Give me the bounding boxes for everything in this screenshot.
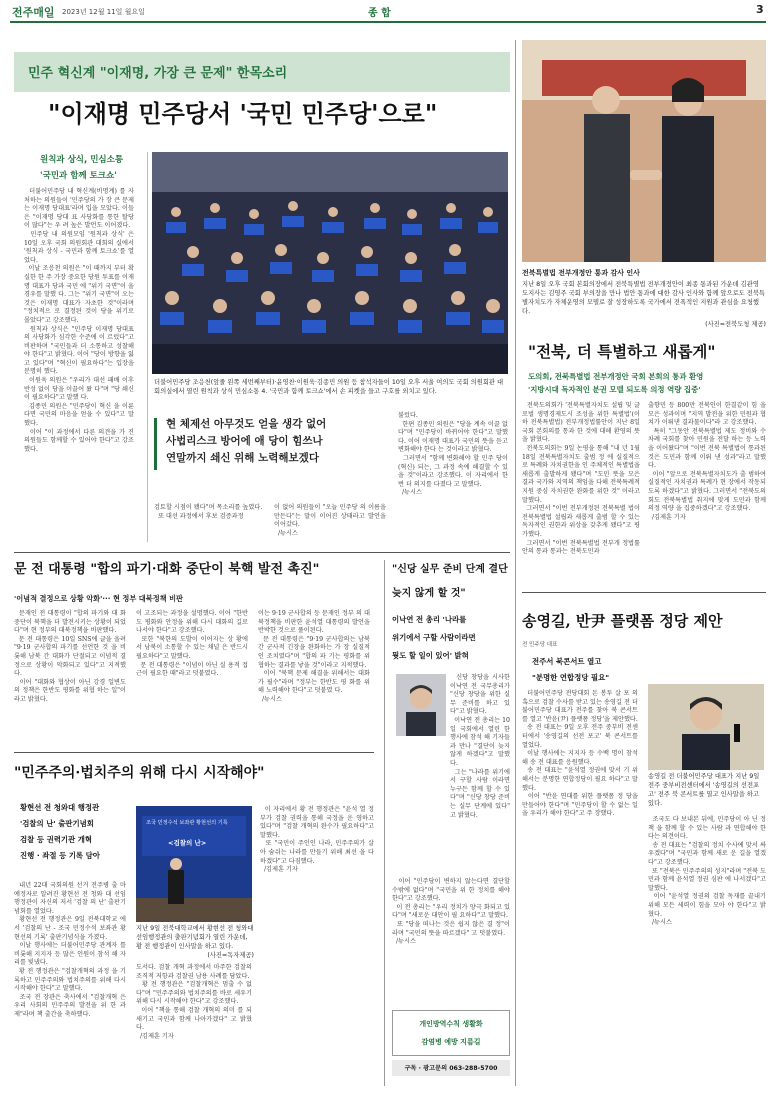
paper-name: 전주매일 <box>12 6 55 19</box>
story-jeonbuk <box>522 40 766 580</box>
main-sub2: '국민과 함께 토크쇼' <box>40 171 117 181</box>
story-moon <box>14 558 374 746</box>
lee-headline: "신당 실무 준비 단계 결단 늦지 않게 할 것" <box>392 564 508 599</box>
moon-headline: 문 전 대통령 "합의 파기·대화 중단이 북핵 발전 촉진" <box>14 562 320 577</box>
pull-quote <box>154 412 384 492</box>
main-body-col1: 더불어민주당 내 혁신계(비명계) 를 자처하는 의원들이 '민주당의 가 장 큰 문제는 이재명 당대표'라며 입을 모았다. 이들은 "이재명 당대 표 사당화를 통한 탈당이 많다"는 우 려 높은 발언도 이어졌다. 민주당 내 의원모임 '원칙과 상식' 은 10일 오후 국회 의원회관 대회의 실에서 '원칙과 상식 - 국민과 함께 토크쇼'를 열었다. 이날 조응천 의원은 "이 때까지 부터 확실한 한 주 가장 중요한 당원 투표를 이재명 대표가 당과 국민 에 "위기 국면"이 올 경우를 말했 다. 그는 "위기 국면"이 오는 것은 이재명 대표가 자초한 것"이라며 "정치적으 로 결정된 것이 당을 위기로 몰았다"고 강조했다. 원칙과 상식은 "민주당 이재명 당대표의 사당화가 심각한 수준에 이 르렀다"고 비판하며 "국민들과 더 소통하고 성찰해야 한다"고 밝혔다. 이어 "당이 방향을 잃고 있다"며 "혁신이 필요하다"는 입장을 분명히 했다. 이원욱 의원은 "우리가 대선 패배 이후 반성 없이 당을 이끌어 왔 다"며 "당 쇄신이 필요하다"고 말했 다. 김종민 의원은 "민주당이 혁신 을 이룬다면 국민의 마음을 얻을 수 있다"고 말했다. 이어 "이 과정에서 다른 의견을 가 진 의원들도 함께할 수 있어야 한다"고 강조했다. <box>24 188 135 453</box>
hwang-body-col3: 이 자리에서 황 전 행정관은 "윤석 열 정부가 검찰 권력을 통해 국정을 운 영하고 있다"며 "검찰 개혁의 완수가 필요하다"고 말했다. 또 "국민이 주인인 나라, 민주주의가 살아 숨쉬는 나라를 만들기 위해 최선 을 다하겠다"고 다짐했다. /김제훈 기자 <box>260 806 374 874</box>
main-body-col4: 불렀다. 한편 김종민 의원은 "당을 계속 이끌 없다"며 "민주당이 바뀌어야 한다"고 말했다. 이어 이재명 대표가 국민의 뜻을 듣고 변화해야 한다 는 것이라고 밝혔다. 그러면서 "함께 변화해야 할 민주 당이 (혁신) 되는, 그 과정 속에 해결할 수 있을 것"이라고 강조했다. 이 자리에서 한 번 더 의지를 다졌다 고 말했다. /뉴시스 <box>398 412 508 497</box>
hwang-sub2: '검찰의 난' 출판기념회 <box>20 819 94 828</box>
health-ad-line1: 개인방역수칙 생활화 <box>419 1020 483 1028</box>
subscription-text: 구독 · 광고문의 063-288-5700 <box>404 1065 498 1072</box>
lee-body-col1: 신당 창당을 시사한 이낙연 전 국무총리가 "신당 창당을 위한 실무 준비를 하고 있다"고 밝혔다. 이낙연 전 총리는 10일 국회에서 열린 한 행사에 참석 해 기자들과 만나 "결단이 늦지 않게 하겠다"고 말했다. 그는 "나라를 위기에서 구할 사람 이라면 누구든 함께 할 수 있다"며 "신당 창당 준비는 실무 단계에 있다" 고 밝혔다. <box>450 674 510 819</box>
jeonbuk-caption-left: 전북특별법 전부개정안 통과 감사 인사 <box>522 269 640 277</box>
song-body-col1: 더불어민주당 전당대회 돈 봉투 살 포 의혹으로 검찰 수사를 받고 있는 송영길 전 더불어민주당 대표가 전주를 찾아 북 콘서트를 열고 '반윤(尹) 플랫폼 정당'을 제안했다. 송 전 대표는 9일 오후 전주 중부비 전센터에서 '송영길의 선전 포고' 북 콘서트를 열었다. 이날 행사에는 지지자 등 수백 명이 참석해 송 전 대표를 응원했다. 송 전 대표는 "윤석열 정권에 맞서 기 위해서는 분명한 연합정당이 필요 하다"고 말했다. 이어 "반윤 연대를 위한 플랫폼 정 당을 만들어야 한다"며 "민주당이 할 수 없는 일을 우리가 해야 한다"고 주 장했다. <box>522 690 638 818</box>
jeonbuk-sub1: 도의회, 전북특별법 전부개정안 국회 본회의 통과 환영 <box>528 372 704 381</box>
jeonbuk-body-col1: 전북도의회가 '전북특별자치도 설립 및 글로벌 생명경제도시 조성을 위한 특별법'(이하 전북특별법) 전부개정법률안이 지난 8일 국회 본회의를 통과 한 것에 대해 환영의 뜻을 밝혔다. 전북도의회는 9일 논평을 통해 "내 년 1월 18일 전북특별자치도 출범 정 에 실질적으로 특례와 자치권한을 인 주체적인 특별법을 새롭게 출발하게 됐다"며 "도민 뜻을 모은 결과 국가와 지역의 책임을 다해 전북특례적 지원 중심 자치권한 완화를 위한 것" 이라고 말했다. 그러면서 "이번 전부개정된 전북특별 법이 전북특별법 설립과 새롭게 출범 할 수 있는 독자적인 권한과 위상을 갖추게 됐다"고 평가했다. 그러면서 "이번 전북특별법 전부개 정법률안의 통과 통과는 전북도민과 <box>522 402 641 556</box>
moon-body-col1: 문재인 전 대통령이 "합의 파기와 대 화 중단이 북핵을 더 발전시키는 상황이 되었다"며 현 정부의 대북정책을 비판했다. 문 전 대통령은 10일 SNS에 글을 올려 "9·19 군사합의 파기를 선언한 것 을 비롯해 남북 간 대화가 단절되고 이념적 결정으로 상황이 악화되고 있다"고 지적했다. 이어 "대화와 협상이 아닌 강경 일변도의 정책은 한반도 평화를 위협 하는 일"이라고 밝혔다. <box>14 610 127 703</box>
subscription-box <box>392 1060 510 1076</box>
hwang-sub3: 검찰 등 권력기관 개혁 <box>20 835 92 844</box>
song-portrait <box>648 684 764 770</box>
banner <box>14 52 510 92</box>
jeonbuk-caption-right: 지난 8일 오후 국회 본회의장에서 전북특별법 전부개정안이 최종 통과된 가운데 김관영 도지사는 김영주 국회 부의장을 만나 법안 통과에 대한 감사 인사와 함께 앞으로도 전북특별자치도가 자체운영의 모델로 잘 성장하도록 국가에서 전폭적인 지원과 관심을 요청했다. <box>522 281 765 315</box>
rule-song-top <box>522 592 766 593</box>
pull-quote-bar <box>154 418 157 470</box>
hwang-headline: "민주주의·법치주의 위해 다시 시작해야" <box>14 765 265 781</box>
moon-body-col2: 이 고조되는 과정을 설명했다. 이어 "한반도 평화와 안정을 위해 다시 대화의 길로 나서야 한다"고 강조했다. 또한 "북한의 도발이 이어지는 상 황에서 남북이 소통할 수 있는 채널 은 반드시 필요하다"고 말했다. 문 전 대통령은 "이념이 아닌 실 용적 접근이 필요한 때"라고 덧붙였다. <box>136 610 248 678</box>
issue-date: 2023년 12월 11일 월요일 <box>62 8 145 16</box>
story-song <box>522 604 766 1088</box>
lee-sub2: 위기에서 구할 사람이라면 <box>392 633 476 642</box>
crowd-photo-image <box>152 152 508 374</box>
health-ad-line2: 감염병 예방 지름길 <box>421 1038 481 1046</box>
hwang-photo-caption: 지난 9일 전북대학교에서 황현선 전 청와대 선임행정관의 출판기념회가 열린 가운데, 황 전 행정관이 인사말을 하고 있다. <box>136 925 254 950</box>
hwang-body-col1: 내년 22대 국회의원 선거 전주병 출 마 예정자로 알려진 황현선 전 청와 대 선임행정관이 자신의 저서 '검찰 의 난' 출판기념회를 열었다. 황현선 전 행정관은 9일 전북대학교 에서 '검찰의 난 - 조국 민정수석 보좌관 황현선의 기록' 출판기념식을 가졌다. 이날 행사에는 더불어민주당 관계자 를 비롯해 지지자 등 많은 인원이 참석 해 자리를 빛냈다. 황 전 행정관은 "검찰개혁의 과정 을 기록하고 민주주의와 법치주의를 위해 다시 시작해야 한다"고 말했다. 조국 전 장관은 축사에서 "검찰개혁 은 우리 사회의 민주주의 발전을 위 한 과제"라며 책 출간을 축하했다. <box>14 882 127 1018</box>
column-divider-main <box>515 40 516 1086</box>
lee-portrait-image <box>396 674 446 736</box>
song-photo-caption: 송영길 전 더불어민주당 대표가 지난 9일 전주 중부비전센터에서 '송영길의 선전포고' 전주 북 콘서트를 열고 인사말을 하고 있다. <box>648 773 760 807</box>
rule-hwang-top <box>14 752 374 753</box>
hwang-photo-credit: (사진=독자제공) <box>207 952 254 959</box>
col-divider <box>147 152 148 542</box>
masthead <box>0 0 774 22</box>
health-ad <box>392 1010 510 1056</box>
story-main <box>14 52 510 546</box>
column-divider-lee <box>384 560 385 1086</box>
song-portrait-image <box>648 684 764 770</box>
jeonbuk-headline: "전북, 더 특별하고 새롭게" <box>528 342 716 361</box>
hwang-body-col2: 도서다. 검찰 개혁 과정에서 마주한 검찰의 조직적 저항과 검찰권 남용 사례를 담았다. 황 전 행정관은 "검찰개혁은 멈출 수 없다"며 "민주주의와 법치주의를 바로 세우기 위해 다시 시작해야 한다"고 강조했다. 이어 "책을 통해 검찰 개혁의 의미 를 되새기고 국민과 함께 나아가겠다" 고 밝혔다. /김제훈 기자 <box>136 964 252 1040</box>
story-lee <box>392 558 510 1088</box>
song-headline: 송영길, 반尹 플랫폼 정당 제안 <box>522 612 723 630</box>
jeonbuk-sub2: '지방시대 독자적인 분권 모델 되도록 의정 역량 집중' <box>528 385 701 394</box>
book-title: 조국 민정수석 보좌관 황현선의 기록 <box>146 820 228 826</box>
banner-text: 민주 혁신계 "이재명, 가장 큰 문제" 한목소리 <box>28 66 288 81</box>
main-headline: "이재명 민주당서 '국민 민주당'으로" <box>48 99 438 128</box>
story-hwang <box>14 758 374 1088</box>
handshake-photo <box>522 40 766 262</box>
hwang-sub4: 진행 · 좌절 등 기록 담아 <box>20 851 100 860</box>
lee-sub1: 이낙연 전 총리 '나라를 <box>392 615 467 624</box>
book-name: <검찰의 난> <box>168 839 207 847</box>
masthead-rule <box>10 21 766 23</box>
page-number: 3 <box>756 3 764 16</box>
section-name: 종 합 <box>368 8 391 19</box>
main-body-col2: 검토할 시점이 됐다"며 목소리를 높였다. 또 대선 과정에서 후보 검증과정 <box>154 504 263 520</box>
book-event-photo <box>136 806 252 922</box>
handshake-photo-image <box>522 40 766 262</box>
pull-quote-text: 현 체제선 아무것도 얻을 생각 없어 사법리스크 방어에 애 당이 힘쓰나 연말까지 쇄신 위해 노력해보겠다 <box>166 418 327 464</box>
moon-body-col3: 이는 9·19 군사합의 등 문재인 정부 의 대북정책을 비판한 윤석열 대통령의 발언을 반박한 것으로 풀이된다. 문 전 대통령은 "9·19 군사합의는 남북 간 군사적 긴장을 완화하는 가 장 실질적인 조치였다"며 "합의 파 기는 평화를 위협하는 결과를 낳을 것"이라고 지적했다. 이어 "북핵 문제 해결을 위해서는 대화가 필수"라며 "정부는 한반도 평 화를 위해 노력해야 한다"고 덧붙였 다. /뉴시스 <box>258 610 370 703</box>
main-sub1: 원칙과 상식, 민심소통 <box>40 155 124 165</box>
jeonbuk-body-col2: 출향민 등 800만 전북인이 한결같이 힘 을 모은 성과이며 "지역 발전을 위한 민원과 협치가 이뤄낸 결과물이다"라 고 강조했다. 특히 "그동안 전북특별법 제도 정비와 수차례 국회를 찾아 민원을 전달 하는 등 노력을 이어왔다"며 "이번 전북 특별법이 통과된 것은 도민과 함께 이뤄 낸 성과"라고 말했다. 이어 "앞으로 전북특별자치도가 출 범하여 실질적인 자치권과 특례가 현 장에서 작동되도록 하겠다"고 밝혔다. 그러면서 "전북도의회도 전북특별법 취지에 맞게 도민과 함께 의정 역량 을 집중하겠다"고 강조했다. /김제훈 기자 <box>648 402 766 521</box>
song-sub0: 전 민주당 대표 <box>522 642 558 648</box>
jeonbuk-photo-credit: (사진=전북도청 제공) <box>705 321 766 328</box>
song-sub1: 전주서 북콘서트 열고 <box>532 657 602 666</box>
rule-moon-top <box>14 552 510 553</box>
main-body-col3: 이 없어 의원들이 "오늘 민주당 의 이름을 만든다"는 말이 이어진 상태라고 발언을 이어갔다. /뉴시스 <box>274 504 386 537</box>
hwang-sub1: 황현선 전 청와대 행정관 <box>20 803 100 812</box>
lee-sub3: 뭣도 할 일이 있어' 밝혀 <box>392 651 469 660</box>
lee-portrait <box>396 674 446 736</box>
song-sub2: "분명한 연합정당 필요" <box>532 673 610 682</box>
main-photo-caption: 더불어민주당 조응천(앞줄 왼쪽 세번째부터)·윤영찬·이원욱·김종민 의원 등 참석자들이 10일 오후 서울 여의도 국회 의원회관 대회의실에서 열린 원칙과 상식 민심소통 4. '국민과 함께 토크쇼'에서 손 피켓을 들고 구호를 외치고 있다. <box>154 379 504 395</box>
crowd-photo <box>152 152 508 374</box>
lee-body-col2: 이어 "민주당이 변하지 않는다면 결단할 수밖에 없다"며 "국민을 위 한 정치를 해야 한다"고 강조했다. 이 전 총리는 "우리 정치가 양극 화되고 있다"며 "새로운 대안이 필 요하다"고 말했다. 또 "당을 떠나는 것은 쉽지 않은 결 정"이라며 "국민의 뜻을 따르겠다" 고 덧붙였다. /뉴시스 <box>392 878 511 946</box>
moon-sub: '이념적 결정으로 상황 악화'··· 현 정부 대북정책 비판 <box>14 594 183 603</box>
song-body-col2: 조국도 다 보내본 뒤에, 민주당이 아 닌 정책 을 함께 할 수 있는 사람 과 연합해야 한다는 의견이다. 송 전 대표는 "검찰의 정치 수사에 맞서 싸우겠다"며 "국민과 함께 새로 운 길을 열겠다"고 강조했다. 또 "전북은 민주주의의 성지"라며 "전북 도민과 함께 윤석열 정권 심판 에 나서겠다"고 말했다. 이어 "윤석열 정권의 검찰 독재를 끝내기 위해 모든 세력이 힘을 모아 야 한다"고 밝혔다. /뉴시스 <box>648 816 767 927</box>
